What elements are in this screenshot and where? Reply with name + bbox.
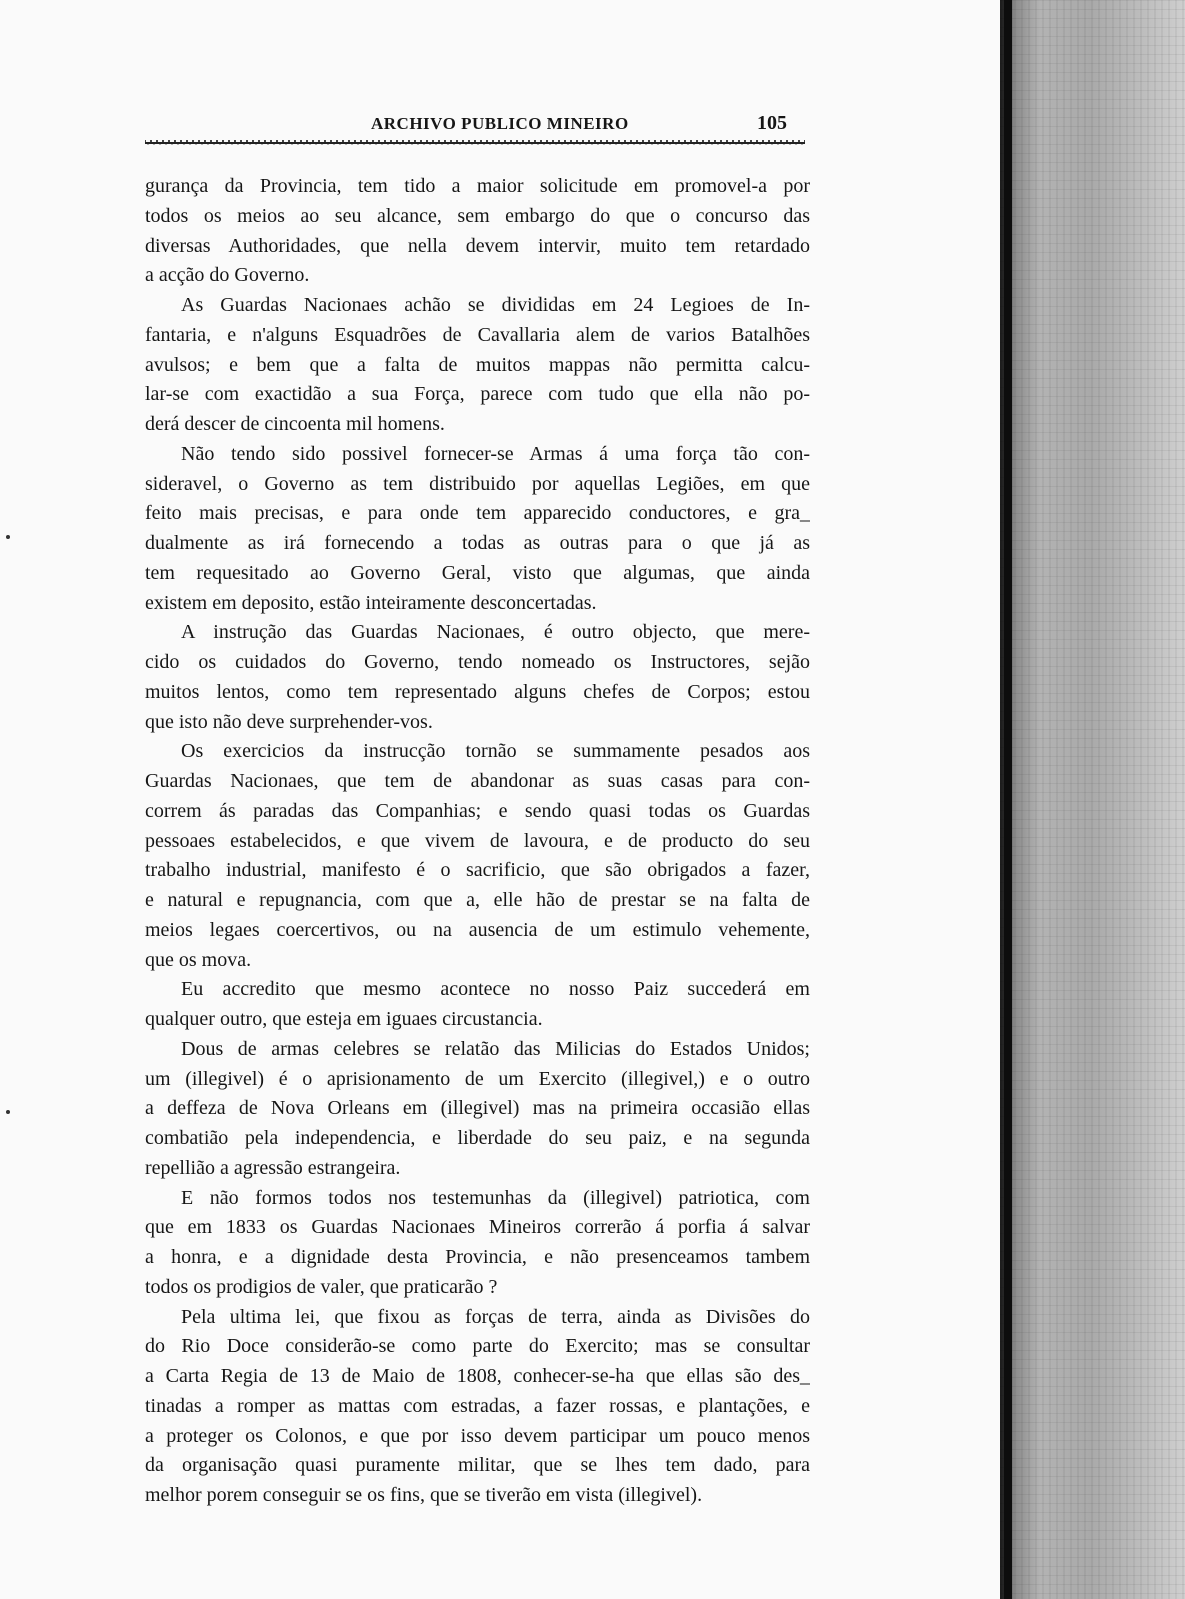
text-line: sideravel, o Governo as tem distribuido por aquellas Legiões, em que xyxy=(145,472,810,495)
text-line: avulsos; e bem que a falta de muitos mappas não permitta calcu- xyxy=(145,353,810,376)
text-line: repellião a agressão estrangeira. xyxy=(145,1156,401,1179)
text-line: E não formos todos nos testemunhas da (illegivel) patriotica, com xyxy=(181,1186,810,1209)
paragraph xyxy=(145,1035,810,1184)
text-line: pessoaes estabelecidos, e que vivem de lavoura, e de producto do seu xyxy=(145,829,810,852)
paragraph xyxy=(145,1303,810,1511)
text-line: existem em deposito, estão inteiramente desconcertadas. xyxy=(145,591,597,614)
text-line: As Guardas Nacionaes achão se divididas em 24 Legioes de In- xyxy=(181,294,810,316)
text-line: muitos lentos, como tem representado alguns chefes de Corpos; estou xyxy=(145,680,810,703)
text-line: da organisação quasi puramente militar, que se lhes tem dado, para xyxy=(145,1454,810,1477)
text-line: a Carta Regia de 13 de Maio de 1808, conhecer-se-ha que ellas são des_ xyxy=(145,1365,810,1387)
text-line: correm ás paradas das Companhias; e sendo quasi todas os Guardas xyxy=(145,799,810,822)
paragraph xyxy=(145,618,810,737)
text-line: que em 1833 os Guardas Nacionaes Mineiros correrão á porfia á salvar xyxy=(145,1216,810,1239)
text-line: gurança da Provincia, tem tido a maior solicitude em promovel-a por xyxy=(145,175,810,197)
text-line: melhor porem conseguir se os fins, que se tiverão em vista (illegivel). xyxy=(145,1484,703,1506)
text-line: que os mova. xyxy=(145,948,252,971)
paragraph xyxy=(145,975,810,1035)
text-line: um (illegivel) é o aprisionamento de um Exercito (illegivel,) e o outro xyxy=(145,1067,810,1090)
margin-mark xyxy=(6,535,10,539)
text-line: A instrução das Guardas Nacionaes, é outro objecto, que mere- xyxy=(181,621,810,644)
text-line: Os exercicios da instrucção tornão se summamente pesados aos xyxy=(181,740,810,763)
page-header xyxy=(145,112,805,142)
text-line: a acção do Governo. xyxy=(145,264,310,287)
text-line: Não tendo sido possivel fornecer-se Armas á uma força tão con- xyxy=(181,442,810,465)
text-line: do Rio Doce considerão-se como parte do Exercito; mas se consultar xyxy=(145,1335,810,1358)
text-line: que isto não deve surprehender-vos. xyxy=(145,710,433,733)
text-line: Guardas Nacionaes, que tem de abandonar as suas casas para con- xyxy=(145,770,810,792)
header-rule xyxy=(145,140,805,146)
text-line: fantaria, e n'alguns Esquadrões de Cavallaria alem de varios Batalhões xyxy=(145,323,810,346)
text-line: a proteger os Colonos, e que por isso devem participar um pouco menos xyxy=(145,1424,810,1447)
text-line: feito mais precisas, e para onde tem apparecido conductores, e gra_ xyxy=(145,502,810,525)
paragraph xyxy=(145,291,810,440)
page-number: 105 xyxy=(757,112,787,134)
text-line: meios legaes coercertivos, ou na ausencia de um estimulo vehemente, xyxy=(145,918,810,941)
paragraph xyxy=(145,172,810,291)
text-line: diversas Authoridades, que nella devem intervir, muito tem retardado xyxy=(145,234,810,257)
text-line: dualmente as irá fornecendo a todas as outras para o que já as xyxy=(145,532,810,554)
text-line: a honra, e a dignidade desta Provincia, e não presenceamos tambem xyxy=(145,1246,810,1268)
text-line: todos os meios ao seu alcance, sem embargo do que o concurso das xyxy=(145,204,810,227)
text-line: Eu accredito que mesmo acontece no nosso Paiz succederá em xyxy=(181,978,810,1001)
text-line: lar-se com exactidão a sua Força, parece com tudo que ella não po- xyxy=(145,383,810,406)
text-line: tinadas a romper as mattas com estradas, a fazer rossas, e plantações, e xyxy=(145,1394,810,1417)
book-spine-shadow xyxy=(1000,0,1185,1599)
book-gutter-edge xyxy=(1004,0,1012,1599)
text-line: e natural e repugnancia, com que a, elle hão de prestar se na falta de xyxy=(145,889,810,911)
paragraph xyxy=(145,737,810,975)
text-line: qualquer outro, que esteja em iguaes circustancia. xyxy=(145,1008,543,1030)
body-text xyxy=(145,172,810,1511)
text-line: combatião pela independencia, e liberdade do seu paiz, e na segunda xyxy=(145,1127,810,1149)
running-head: ARCHIVO PUBLICO MINEIRO xyxy=(371,114,629,133)
margin-mark xyxy=(6,1110,10,1114)
text-line: cido os cuidados do Governo, tendo nomeado os Instructores, sejão xyxy=(145,651,810,673)
paragraph xyxy=(145,1184,810,1303)
text-line: tem requesitado ao Governo Geral, visto que algumas, que ainda xyxy=(145,561,810,584)
text-line: a deffeza de Nova Orleans em (illegivel) mas na primeira occasião ellas xyxy=(145,1097,810,1120)
text-line: derá descer de cincoenta mil homens. xyxy=(145,413,445,435)
text-line: Pela ultima lei, que fixou as forças de terra, ainda as Divisões do xyxy=(181,1305,810,1328)
text-line: Dous de armas celebres se relatão das Milicias do Estados Unidos; xyxy=(181,1037,810,1060)
text-line: todos os prodigios de valer, que praticarão ? xyxy=(145,1275,498,1298)
paragraph xyxy=(145,440,810,619)
text-line: trabalho industrial, manifesto é o sacrificio, que são obrigados a fazer, xyxy=(145,859,810,882)
